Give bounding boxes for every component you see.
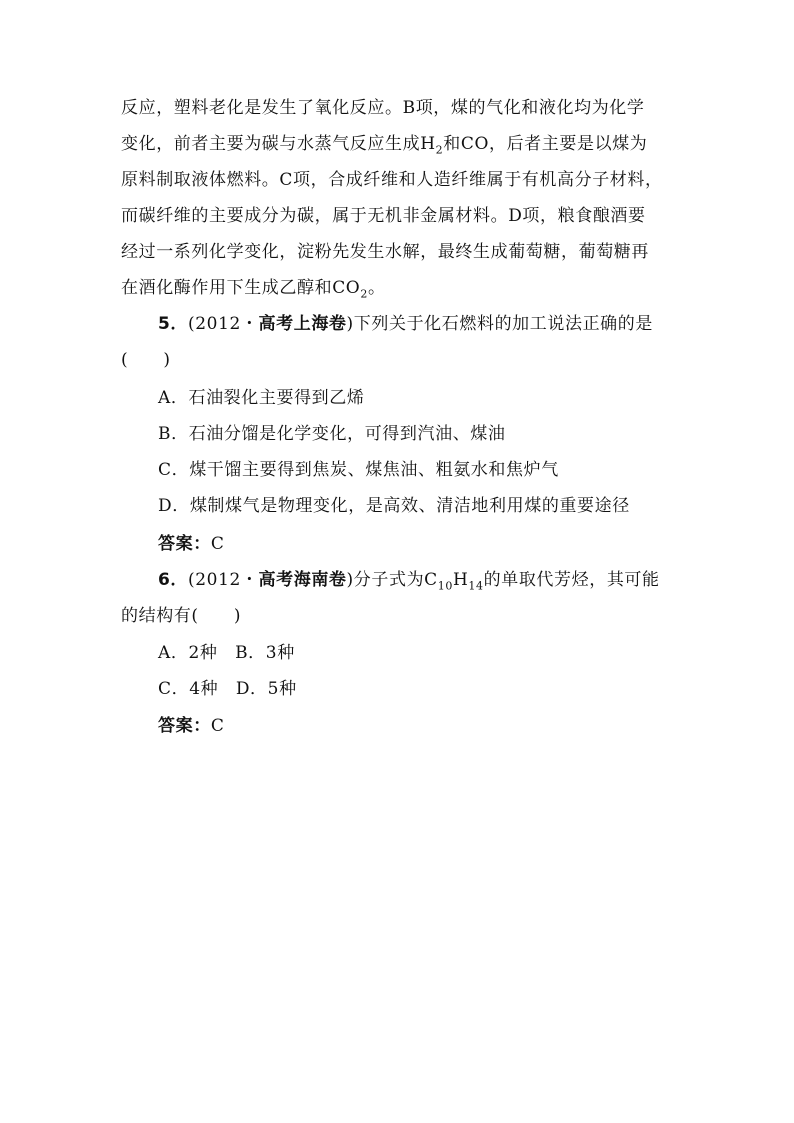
question-6-stem-cont [121,604,681,628]
question-number: 6． [158,570,189,590]
answer-value: C [210,716,225,736]
option-text: A．石油裂化主要得到乙烯 [158,388,365,408]
explanation-text: 和CO，后者主要是以煤为 [443,134,648,154]
question-5-stem-cont [121,348,681,372]
question-5-option-d [158,494,718,518]
question-6-options-cd [158,677,718,701]
question-text: )分子式为C [346,570,438,590]
explanation-text: 反应，塑料老化是发生了氧化反应。B项，煤的气化和液化均为化学 [121,98,645,118]
source-name: 高考海南卷 [258,570,347,590]
explanation-text: 原料制取液体燃料。C项，合成纤维和人造纤维属于有机高分子材料， [121,170,663,190]
answer-value: C [210,534,225,554]
source-year: (2012・ [188,570,259,590]
explanation-line-3 [121,168,681,192]
explanation-text: 变化，前者主要为碳与水蒸气反应生成H [121,134,436,154]
subscript: 14 [468,579,484,593]
subscript: 2 [435,143,444,157]
question-text: 的结构有( ) [121,606,242,626]
source-year: (2012・ [188,314,259,334]
explanation-line-4 [121,204,681,228]
question-text: H [452,570,469,590]
option-text: B．石油分馏是化学变化，可得到汽油、煤油 [158,424,506,444]
subscript: 2 [360,287,368,301]
question-5-answer [158,532,718,556]
answer-label: 答案： [158,716,211,736]
explanation-line-1 [121,96,681,120]
explanation-text: 经过一系列化学变化，淀粉先发生水解，最终生成葡萄糖，葡萄糖再 [121,242,649,262]
question-6-answer [158,714,718,738]
option-text: A．2种 B．3种 [158,643,295,663]
question-number: 5． [158,314,189,334]
question-5-stem [158,312,718,336]
question-5-option-b [158,422,718,446]
answer-label: 答案： [158,534,211,554]
option-text: C．4种 D．5种 [158,679,297,699]
option-text: C．煤干馏主要得到焦炭、煤焦油、粗氨水和焦炉气 [158,460,559,480]
question-6-options-ab [158,641,718,665]
explanation-line-6 [121,276,681,300]
explanation-text: 在酒化酶作用下生成乙醇和CO [121,278,361,298]
question-5-option-a [158,386,718,410]
explanation-line-5 [121,240,681,264]
option-text: D．煤制煤气是物理变化，是高效、清洁地利用煤的重要途径 [158,496,630,516]
subscript: 10 [437,579,453,593]
question-text: )下列关于化石燃料的加工说法正确的是 [346,314,653,334]
source-name: 高考上海卷 [258,314,347,334]
question-text: 的单取代芳烃，其可能 [483,570,660,590]
question-6-stem [158,568,718,592]
explanation-text: 。 [367,278,386,298]
explanation-line-2 [121,132,681,156]
answer-blank: ( ) [121,350,171,370]
explanation-text: 而碳纤维的主要成分为碳，属于无机非金属材料。D项，粮食酿酒要 [121,206,646,226]
question-5-option-c [158,458,718,482]
